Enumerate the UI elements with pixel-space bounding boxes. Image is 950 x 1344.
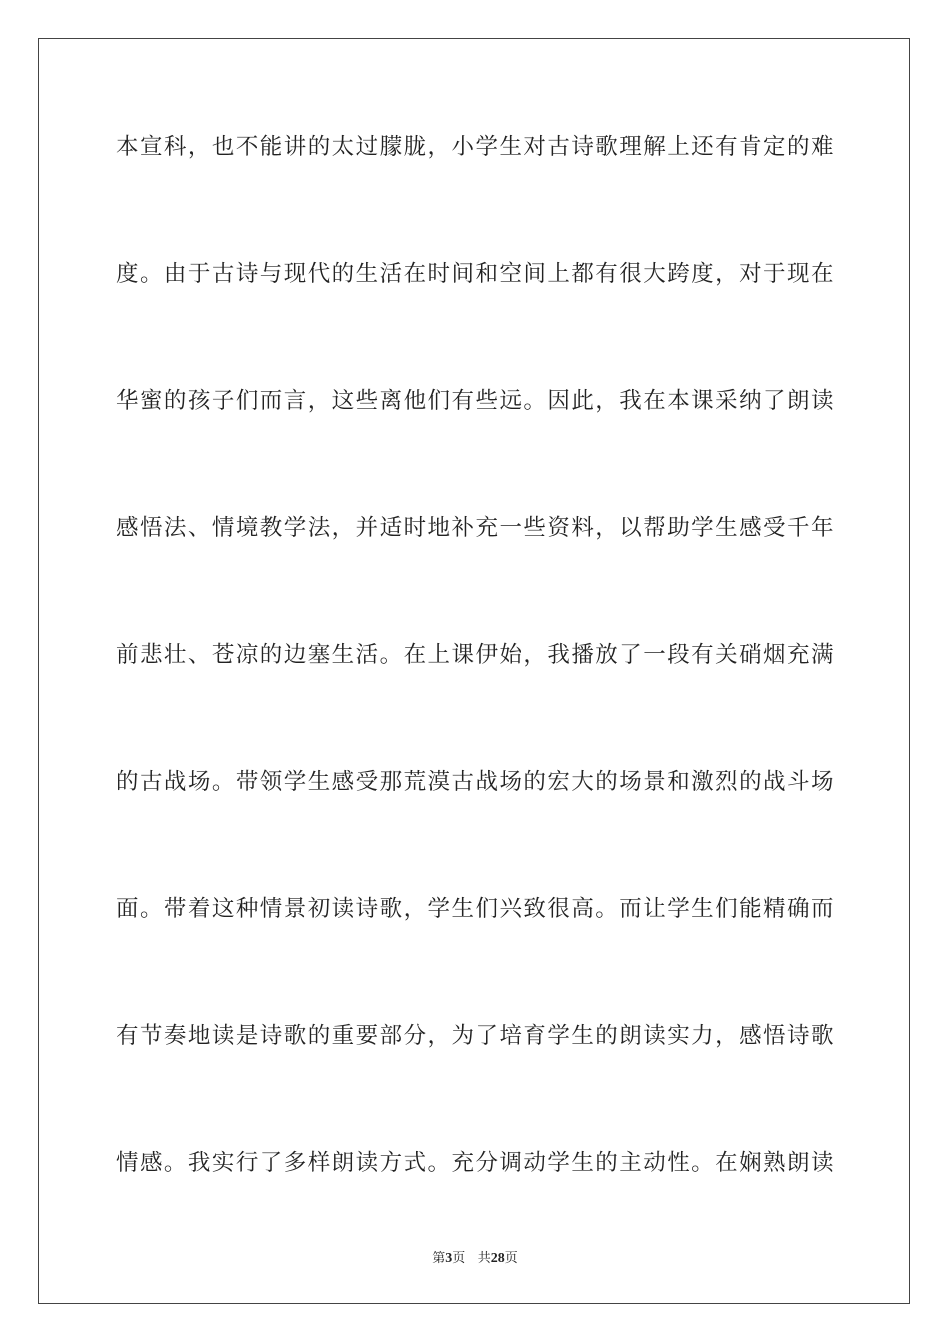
page-prefix: 第 (432, 1251, 446, 1266)
text-line: 度。由于古诗与现代的生活在时间和空间上都有很大跨度，对于现在 (116, 261, 834, 287)
total-suffix: 页 (504, 1251, 518, 1266)
document-body (116, 125, 834, 1268)
page-suffix: 页 (452, 1251, 466, 1266)
total-prefix: 共 (477, 1251, 491, 1266)
text-line: 有节奏地读是诗歌的重要部分，为了培育学生的朗读实力，感悟诗歌 (116, 1023, 834, 1049)
page-number: 3 (445, 1251, 453, 1266)
text-line: 本宣科，也不能讲的太过朦胧，小学生对古诗歌理解上还有肯定的难 (116, 134, 834, 160)
text-line: 面。带着这种情景初读诗歌，学生们兴致很高。而让学生们能精确而 (116, 896, 834, 922)
text-line: 的古战场。带领学生感受那荒漠古战场的宏大的场景和激烈的战斗场 (116, 769, 834, 795)
text-line: 华蜜的孩子们而言，这些离他们有些远。因此，我在本课采纳了朗读 (116, 388, 834, 414)
page-footer (0, 1247, 950, 1267)
text-line: 感悟法、情境教学法，并适时地补充一些资料，以帮助学生感受千年 (116, 515, 834, 541)
text-line: 情感。我实行了多样朗读方式。充分调动学生的主动性。在娴熟朗读 (116, 1150, 834, 1176)
total-pages: 28 (490, 1251, 505, 1266)
text-line: 前悲壮、苍凉的边塞生活。在上课伊始，我播放了一段有关硝烟充满 (116, 642, 834, 668)
